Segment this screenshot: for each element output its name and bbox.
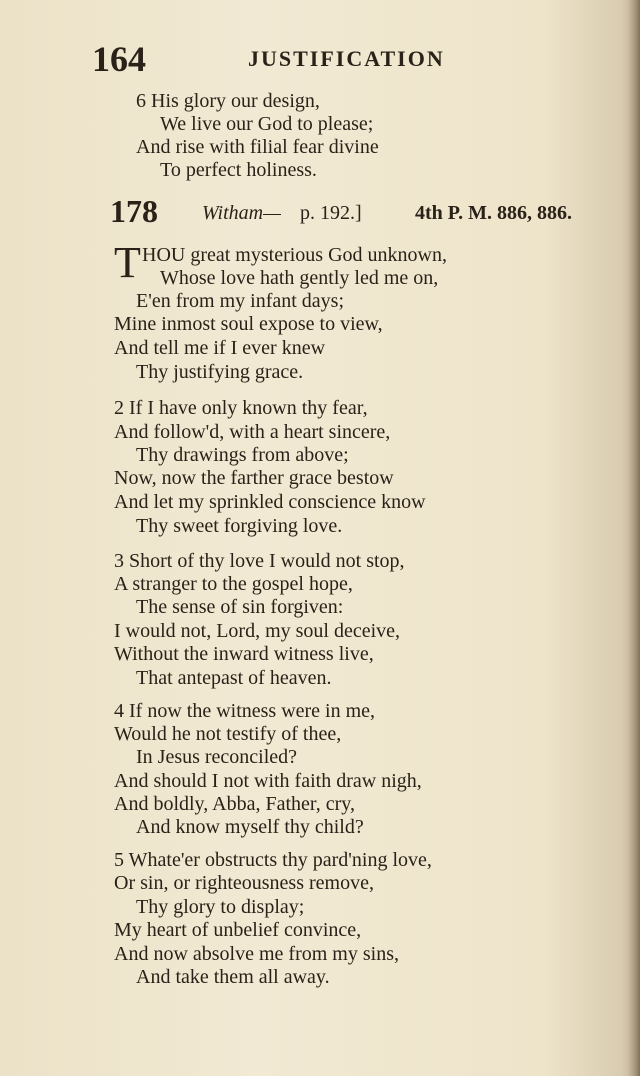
verse-line: Thy glory to display; [136, 896, 305, 918]
verse-line: 4 If now the witness were in me, [114, 700, 376, 722]
verse-line: And should I not with faith draw nigh, [114, 770, 422, 792]
verse-line: And let my sprinkled conscience know [114, 491, 426, 513]
verse-line: And rise with filial fear divine [136, 136, 379, 158]
verse-line: Without the inward witness live, [114, 643, 374, 665]
verse-line: And take them all away. [136, 966, 330, 988]
tune-reference: p. 192.] [300, 202, 362, 224]
verse-line: E'en from my infant days; [136, 290, 344, 312]
verse-line: 6 His glory our design, [136, 90, 320, 112]
verse-line: In Jesus reconciled? [136, 746, 298, 768]
meter: 4th P. M. 886, 886. [415, 202, 573, 224]
verse-line: I would not, Lord, my soul deceive, [114, 620, 401, 642]
verse-line: The sense of sin forgiven: [136, 596, 344, 618]
verse-line: To perfect holiness. [160, 159, 317, 181]
verse-line: Mine inmost soul expose to view, [114, 313, 383, 335]
verse-line: That antepast of heaven. [136, 667, 332, 689]
verse-line: And boldly, Abba, Father, cry, [114, 793, 356, 815]
verse-line: 2 If I have only known thy fear, [114, 397, 368, 419]
verse-line: A stranger to the gospel hope, [114, 573, 353, 595]
hymn-number: 178 [110, 193, 158, 229]
page-header [92, 38, 512, 78]
verse-line: Thy sweet forgiving love. [136, 515, 343, 537]
page-edge-shadow [628, 0, 640, 1076]
hymn-header [110, 193, 620, 229]
verse-line: Thy drawings from above; [136, 444, 349, 466]
verse-line: HOU great mysterious God unknown, [142, 244, 447, 266]
verse-line: My heart of unbelief convince, [114, 919, 362, 941]
verse-line: We live our God to please; [160, 113, 374, 135]
verse-line: And follow'd, with a heart sincere, [114, 421, 391, 443]
verse-line: Or sin, or righteousness remove, [114, 872, 374, 894]
verse-line: Now, now the farther grace bestow [114, 467, 394, 489]
verse-line: And know myself thy child? [136, 816, 364, 838]
verse-line: 3 Short of thy love I would not stop, [114, 550, 405, 572]
verse-line: Thy justifying grace. [136, 361, 304, 383]
drop-cap: T [114, 238, 141, 287]
page-number: 164 [92, 39, 146, 79]
verse-line: Whose love hath gently led me on, [160, 267, 439, 289]
verse-line: 5 Whate'er obstructs thy pard'ning love, [114, 849, 432, 871]
verse-line: And now absolve me from my sins, [114, 943, 399, 965]
verse-line: Would he not testify of thee, [114, 723, 342, 745]
tune-name: Witham— [202, 202, 281, 224]
verse-line: And tell me if I ever knew [114, 337, 326, 359]
running-title: JUSTIFICATION [248, 46, 445, 71]
